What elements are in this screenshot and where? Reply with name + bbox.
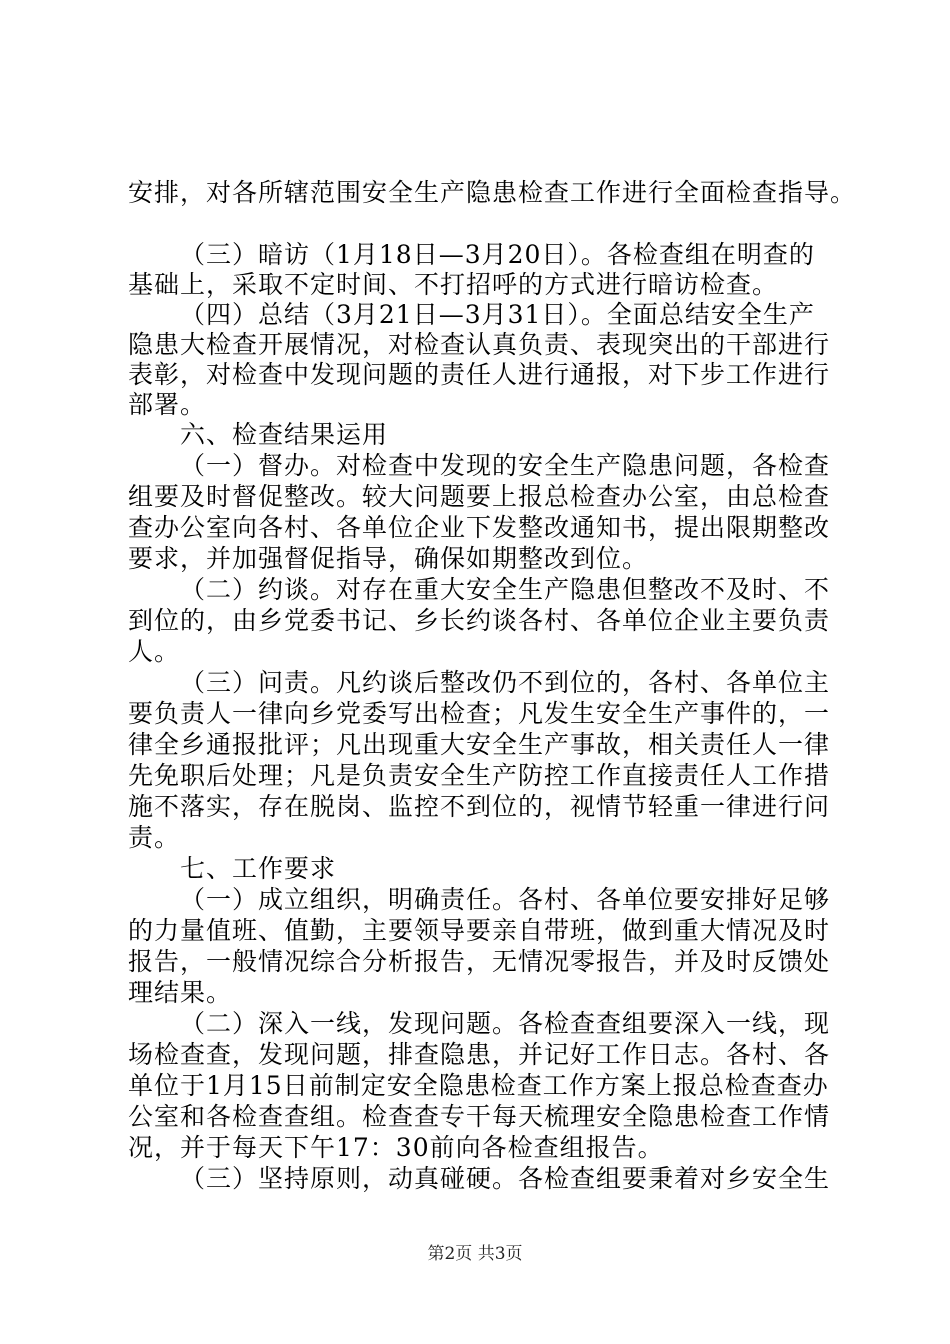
paragraph-line: 律全乡通报批评；凡出现重大安全生产事故，相关责任人一律 (128, 730, 831, 759)
paragraph-line: 安排，对各所辖范围安全生产隐患检查工作进行全面检查指导。 (128, 178, 857, 207)
paragraph-line: 理结果。 (128, 978, 233, 1007)
section-heading: 七、工作要求 (180, 854, 337, 883)
paragraph-line: （一）成立组织，明确责任。各村、各单位要安排好足够 (180, 885, 831, 914)
paragraph-line: （二）深入一线，发现问题。各检查查组要深入一线，现 (180, 1009, 831, 1038)
paragraph-line: 场检查查，发现问题，排查隐患，并记好工作日志。各村、各 (128, 1040, 831, 1069)
paragraph-line: 表彰，对检查中发现问题的责任人进行通报，对下步工作进行 (128, 360, 831, 389)
paragraph-line: 部署。 (128, 390, 207, 419)
paragraph-line: （三）暗访（1月18日—3月20日）。各检查组在明查的 (180, 240, 815, 269)
paragraph-line: 的力量值班、值勤，主要领导要亲自带班，做到重大情况及时 (128, 916, 831, 945)
paragraph-line: 报告，一般情况综合分析报告，无情况零报告，并及时反馈处 (128, 947, 831, 976)
paragraph-line: 隐患大检查开展情况，对检查认真负责、表现突出的干部进行 (128, 330, 831, 359)
paragraph-line: 况，并于每天下午17：30前向各检查组报告。 (128, 1133, 664, 1162)
paragraph-line: 查办公室向各村、各单位企业下发整改通知书，提出限期整改 (128, 513, 831, 542)
paragraph-line: 要负责人一律向乡党委写出检查；凡发生安全生产事件的，一 (128, 699, 831, 728)
paragraph-line: （三）坚持原则，动真碰硬。各检查组要秉着对乡安全生 (180, 1164, 831, 1193)
paragraph-line: 组要及时督促整改。较大问题要上报总检查办公室，由总检查 (128, 482, 831, 511)
paragraph-line: 人。 (128, 637, 181, 666)
paragraph-line: 基础上，采取不定时间、不打招呼的方式进行暗访检查。 (128, 270, 779, 299)
section-heading: 六、检查结果运用 (180, 420, 389, 449)
paragraph-line: 先免职后处理；凡是负责安全生产防控工作直接责任人工作措 (128, 761, 831, 790)
page-number-footer: 第2页 共3页 (427, 1244, 523, 1264)
paragraph-line: （一）督办。对检查中发现的安全生产隐患问题，各检查 (180, 451, 831, 480)
paragraph-line: （三）问责。凡约谈后整改仍不到位的，各村、各单位主 (180, 668, 831, 697)
paragraph-line: 到位的，由乡党委书记、乡长约谈各村、各单位企业主要负责 (128, 606, 831, 635)
paragraph-line: 要求，并加强督促指导，确保如期整改到位。 (128, 544, 649, 573)
paragraph-line: （二）约谈。对存在重大安全生产隐患但整改不及时、不 (180, 575, 831, 604)
paragraph-line: 公室和各检查查组。检查查专干每天梳理安全隐患检查工作情 (128, 1102, 831, 1131)
paragraph-line: 责。 (128, 823, 181, 852)
paragraph-line: 单位于1月15日前制定安全隐患检查工作方案上报总检查查办 (128, 1071, 829, 1100)
paragraph-line: （四）总结（3月21日—3月31日）。全面总结安全生产 (180, 300, 815, 329)
paragraph-line: 施不落实，存在脱岗、监控不到位的，视情节轻重一律进行问 (128, 792, 831, 821)
